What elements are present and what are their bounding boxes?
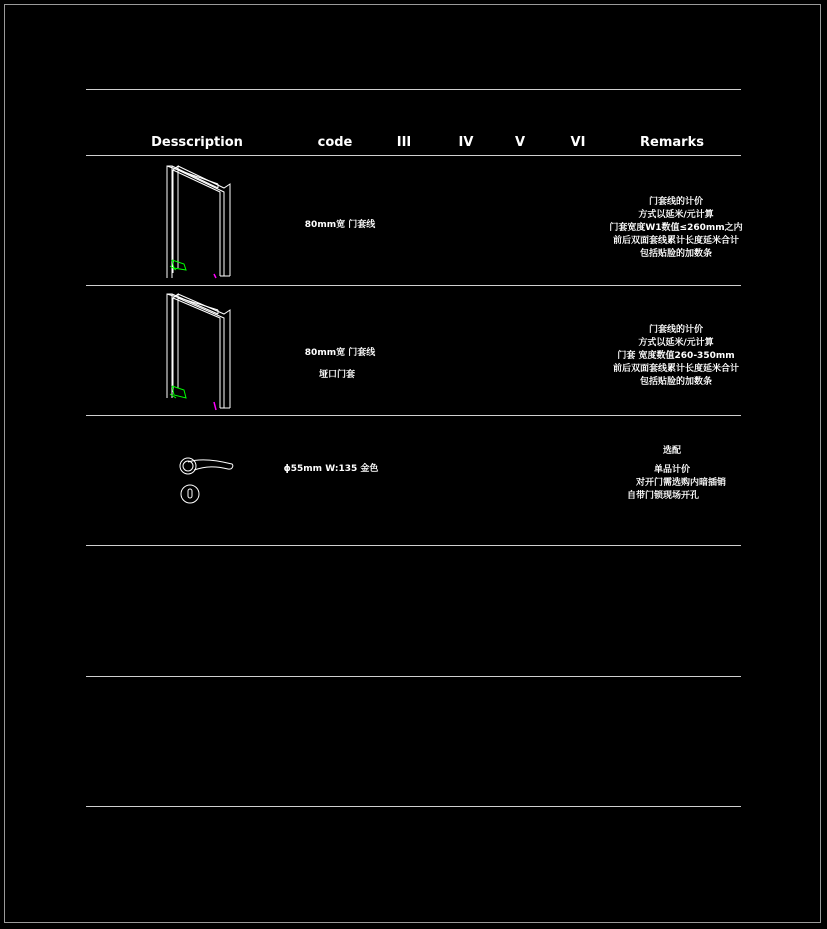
row-rule xyxy=(86,676,741,677)
row-2-remarks xyxy=(613,324,739,389)
remark-line: 门套 宽度数值260-350mm xyxy=(617,351,735,361)
table-top-rule xyxy=(86,89,741,90)
row-1-remarks xyxy=(609,196,742,261)
row-rule xyxy=(86,415,741,416)
header-remarks: Remarks xyxy=(640,135,704,150)
remark-line: 方式以延米/元计算 xyxy=(638,338,714,348)
remark-line: 方式以延米/元计算 xyxy=(638,210,714,220)
row-1-code: 80mm宽 门套线 xyxy=(304,220,376,230)
remark-line: 包括贴脸的加数条 xyxy=(639,377,713,387)
remark-line: 门套线的计价 xyxy=(648,197,703,207)
remark-line: 前后双面套线累计长度延米合计 xyxy=(612,364,740,374)
table-bottom-rule xyxy=(86,806,741,807)
remark-line: 对开门需选购内暗插销 xyxy=(635,478,727,488)
header-vi: VI xyxy=(570,135,586,150)
door-frame-icon xyxy=(160,288,240,413)
row-2-code-sub: 垭口门套 xyxy=(318,370,356,380)
row-3-code: ϕ55mm W:135 金色 xyxy=(283,464,379,474)
row-2-code: 80mm宽 门套线 xyxy=(304,348,376,358)
remark-line: 包括贴脸的加数条 xyxy=(639,249,712,259)
remark-line: 选配 xyxy=(662,446,682,456)
remark-line: 门套宽度W1数值≤260mm之内 xyxy=(609,223,743,233)
remark-line: 前后双面套线累计长度延米合计 xyxy=(612,236,739,246)
row-rule xyxy=(86,285,741,286)
door-frame-icon xyxy=(160,158,240,283)
header-description: Desscription xyxy=(151,135,243,150)
row-rule xyxy=(86,545,741,546)
header-code: code xyxy=(317,135,353,150)
header-rule xyxy=(86,155,741,156)
header-iii: III xyxy=(396,135,412,150)
row-3-remarks xyxy=(618,445,726,503)
door-handle-icon xyxy=(176,452,236,507)
remark-line: 自带门锁现场开孔 xyxy=(626,491,700,501)
header-v: V xyxy=(514,135,526,150)
remark-line: 门套线的计价 xyxy=(648,325,704,335)
remark-line: 单品计价 xyxy=(653,465,691,475)
header-iv: IV xyxy=(458,135,474,150)
